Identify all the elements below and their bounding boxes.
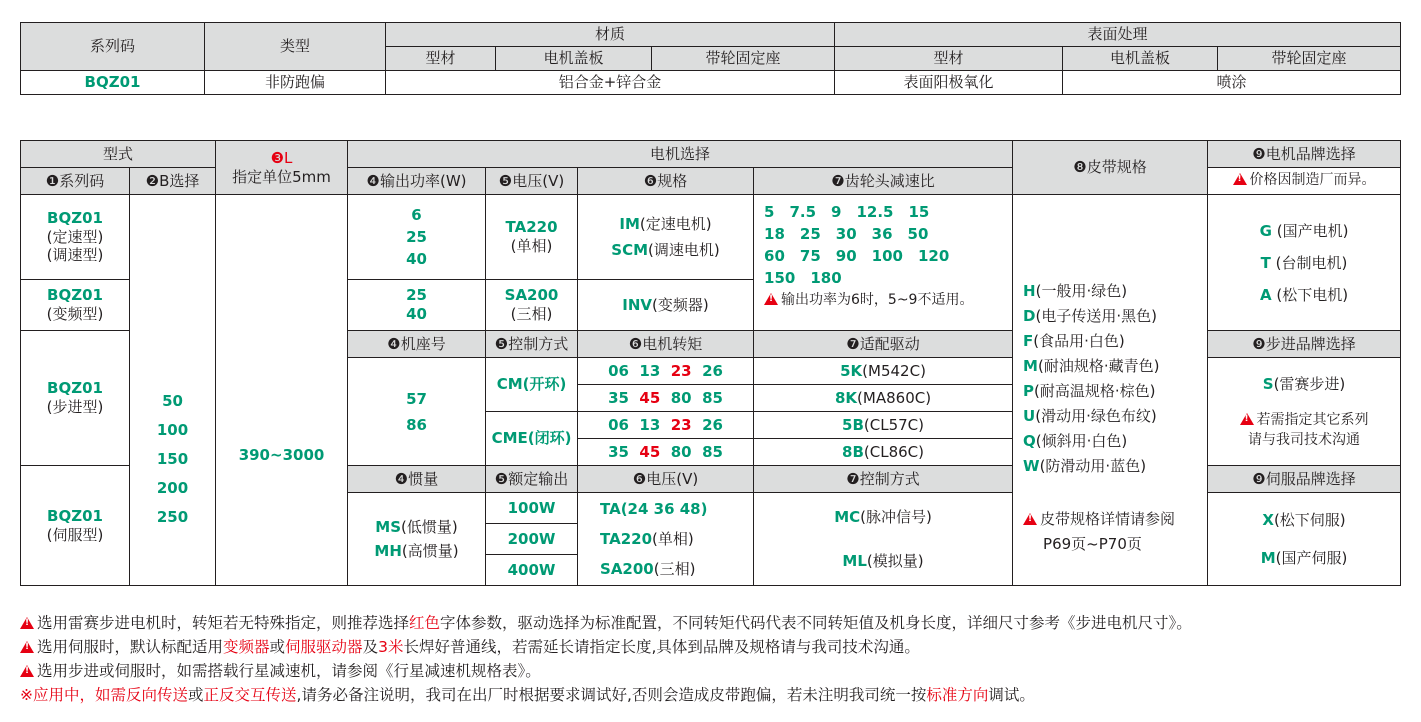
drive-5B-desc: (CL57C) (863, 415, 925, 434)
inv-series (21, 280, 130, 331)
torque-45: 45 (639, 388, 661, 407)
warning-icon (1023, 513, 1037, 525)
rated-100W: 100W (486, 493, 578, 524)
note-2 (20, 635, 1415, 659)
header-L-desc: 指定单位5mm (232, 167, 331, 186)
torque-row-b2 (578, 439, 754, 466)
note-2-a: 选用伺服时，默认标配适用 (37, 638, 224, 656)
ratio-row-4: 150 180 (764, 269, 842, 287)
torque-85: 85 (702, 388, 723, 407)
warning-icon (20, 665, 34, 677)
torque-23: 23 (670, 415, 692, 434)
belt-W: W (1023, 457, 1040, 475)
inv-voltage-code: SA200 (504, 286, 559, 305)
brand-S-desc: (雷赛步进) (1273, 374, 1346, 393)
ctrl-MC: MC (834, 508, 861, 526)
brand-G-desc: (国产电机) (1276, 221, 1349, 240)
voltage-TA220: TA220 (600, 530, 653, 548)
inertia-MH-desc: (高惯量) (401, 542, 459, 560)
rated-200W: 200W (486, 524, 578, 555)
drive-5K-desc: (M542C) (862, 361, 926, 380)
voltage-SA200-desc: (三相) (653, 560, 696, 578)
inertia-MH: MH (374, 542, 402, 560)
header-spec: ❻规格 (578, 168, 754, 195)
header-power: ❹输出功率(W) (348, 168, 486, 195)
belt-Q-desc: (倾斜用·白色) (1035, 432, 1128, 450)
header-seat: 带轮固定座 (652, 47, 835, 71)
header-seat-surface: 带轮固定座 (1218, 47, 1401, 71)
servo-kind: (伺服型) (46, 525, 104, 544)
inertia-MS-desc: (低惯量) (401, 518, 458, 536)
torque-13: 13 (639, 361, 661, 380)
torque-85: 85 (702, 442, 723, 461)
std-kind1: (定速型) (46, 227, 104, 246)
header-servo-brand: ❾伺服品牌选择 (1208, 466, 1401, 493)
header-inertia: ❹惯量 (348, 466, 486, 493)
header-rated: ❺额定输出 (486, 466, 578, 493)
ctrl-MC-desc: (脉冲信号) (860, 508, 932, 526)
voltage-SA200: SA200 (600, 560, 654, 578)
belt-M-desc: (耐油规格·藏青色) (1037, 357, 1160, 375)
B-100: 100 (156, 421, 189, 439)
note-2-servo-driver: 伺服驱动器 (285, 638, 363, 656)
header-profile-surface: 型材 (835, 47, 1063, 71)
note-2-c: 或 (269, 638, 286, 656)
spec-INV-desc: (变频器) (652, 295, 709, 314)
torque-23: 23 (670, 361, 692, 380)
inv-powers (348, 280, 486, 331)
header-belt: ❽皮带规格 (1013, 141, 1208, 195)
inertia (348, 493, 486, 586)
drive-5B (754, 412, 1013, 439)
material-table (20, 22, 1401, 95)
note-2-g: 长焊好普通线，若需延长请指定长度,具体到品牌及规格请与我司技术沟通。 (403, 638, 920, 656)
header-frame: ❹机座号 (348, 331, 486, 358)
drive-8K-desc: (MA860C) (857, 388, 932, 407)
ratio-row-2: 18 25 30 36 50 (764, 225, 929, 243)
note-3 (20, 659, 1415, 683)
warning-icon (20, 641, 34, 653)
belt-F-desc: (食品用·白色) (1033, 332, 1125, 350)
torque-26: 26 (702, 361, 723, 380)
brand-S: S (1262, 374, 1274, 393)
inv-voltage (486, 280, 578, 331)
torque-row-a2 (578, 412, 754, 439)
L-range (216, 195, 348, 586)
torque-80: 80 (670, 442, 692, 461)
std-spec (578, 195, 754, 280)
motor-brands (1208, 195, 1401, 331)
note-1-red: 红色 (409, 614, 441, 632)
header-ctrl: ❺控制方式 (486, 331, 578, 358)
belt-D-desc: (电子传送用·黑色) (1035, 307, 1157, 325)
servo-ctrl (754, 493, 1013, 586)
header-drive: ❼适配驱动 (754, 331, 1013, 358)
inertia-MS: MS (375, 518, 402, 536)
header-motor-select: 电机选择 (348, 141, 1013, 168)
stepper-series (21, 331, 130, 466)
std-voltage (486, 195, 578, 280)
drive-8K-code: 8K (834, 388, 858, 407)
note-4 (20, 683, 1415, 707)
B-250: 250 (156, 508, 189, 526)
material-value: 铝合金+锌合金 (386, 71, 835, 95)
drive-5K-code: 5K (840, 361, 863, 380)
power-40: 40 (406, 250, 427, 268)
belt-M: M (1023, 357, 1038, 375)
belt-H: H (1023, 282, 1036, 300)
spec-SCM: SCM (611, 241, 649, 259)
ratio-row-3: 60 75 90 100 120 (764, 247, 950, 265)
surface-profile-value: 表面阳极氧化 (835, 71, 1063, 95)
spec-SCM-desc: (调速电机) (648, 241, 720, 259)
belt-P: P (1023, 382, 1035, 400)
note-1-a: 选用雷赛步进电机时，转矩若无特殊指定，则推荐选择 (37, 614, 410, 632)
type-value: 非防跑偏 (205, 71, 386, 95)
belt-U-desc: (滑动用·绿色布纹) (1035, 407, 1157, 425)
note-4-a: ※应用中，如需 (20, 686, 126, 704)
ctrl-ML: ML (842, 552, 867, 570)
ctrl-open-label: CM(开环) (496, 375, 567, 394)
frame-57: 57 (406, 389, 427, 408)
note-4-standard: 标准方向 (926, 686, 989, 704)
brand-M: M (1260, 549, 1276, 567)
brand-T: T (1260, 253, 1271, 272)
belt-W-desc: (防滑动用·蓝色) (1039, 457, 1147, 475)
header-stepper-brand: ❾步进品牌选择 (1208, 331, 1401, 358)
inv-kind: (变频型) (46, 305, 104, 323)
stepper-kind: (步进型) (46, 398, 104, 416)
note-2-e: 及 (362, 638, 379, 656)
warning-icon (764, 293, 778, 305)
power-25: 25 (406, 228, 427, 246)
header-torque: ❻电机转矩 (578, 331, 754, 358)
drive-8K (754, 385, 1013, 412)
voltage-TA220-desc: (单相) (652, 530, 694, 548)
brand-note-text: 价格因制造厂而异。 (1249, 172, 1376, 189)
header-material: 材质 (386, 23, 835, 47)
torque-45: 45 (639, 442, 661, 461)
header-series-code: ❶系列码 (21, 168, 130, 195)
torque-06: 06 (608, 415, 629, 434)
header-servo-ctrl: ❼控制方式 (754, 466, 1013, 493)
header-B: ❷B选择 (130, 168, 216, 195)
header-cover-surface: 电机盖板 (1063, 47, 1218, 71)
series-code: BQZ01 (21, 71, 205, 95)
note-4-alternate: 正反交互传送 (203, 686, 297, 704)
belt-U: U (1023, 407, 1036, 425)
drive-8B-desc: (CL86C) (863, 442, 925, 461)
spec-INV: INV (622, 295, 653, 314)
B-values (130, 195, 216, 586)
note-4-reverse: 反向传送 (126, 686, 189, 704)
torque-35: 35 (608, 388, 629, 407)
std-code: BQZ01 (47, 208, 103, 227)
inv-spec (578, 280, 754, 331)
B-150: 150 (156, 450, 189, 468)
notes (20, 611, 1415, 707)
brand-X: X (1262, 511, 1274, 529)
std-kind2: (调速型) (46, 246, 104, 265)
std-powers (348, 195, 486, 280)
warning-icon (20, 617, 34, 629)
drive-8B (754, 439, 1013, 466)
torque-26: 26 (702, 415, 723, 434)
rated-400W: 400W (486, 555, 578, 586)
belt-H-desc: (一般用·绿色) (1035, 282, 1128, 300)
brand-note (1208, 168, 1401, 195)
L-range-value: 390~3000 (238, 446, 325, 464)
torque-row-a1 (578, 358, 754, 385)
header-servo-voltage: ❻电压(V) (578, 466, 754, 493)
header-L (216, 141, 348, 195)
brand-A: A (1259, 285, 1272, 304)
ratio-cell (754, 195, 1013, 331)
ctrl-ML-desc: (模拟量) (866, 552, 924, 570)
brand-X-desc: (松下伺服) (1273, 511, 1346, 529)
brand-M-desc: (国产伺服) (1275, 549, 1348, 567)
voltage-TA-low: TA(24 36 48) (600, 500, 708, 518)
warning-icon (1240, 413, 1254, 425)
inv-code: BQZ01 (47, 286, 103, 305)
header-surface: 表面处理 (835, 23, 1401, 47)
servo-series (21, 466, 130, 586)
belt-P-desc: (耐高温规格·棕色) (1034, 382, 1156, 400)
torque-80: 80 (670, 388, 692, 407)
note-2-3m: 3米 (378, 638, 404, 656)
stepper-note-2: 请与我司技术沟通 (1248, 431, 1361, 448)
note-3-text: 选用步进或伺服时，如需搭载行星减速机，请参阅《行星减速机规格表》。 (37, 662, 541, 680)
B-50: 50 (162, 392, 183, 410)
note-1 (20, 611, 1415, 635)
header-profile: 型材 (386, 47, 496, 71)
ratio-row-1: 5 7.5 9 12.5 15 (764, 203, 930, 221)
torque-row-b1 (578, 385, 754, 412)
note-1-c: 字体参数，驱动选择为标准配置，不同转矩代码代表不同转矩值及机身长度，详细尺寸参考《步进电机尺寸》。 (440, 614, 1192, 632)
header-ratio: ❼齿轮头减速比 (754, 168, 1013, 195)
servo-brands (1208, 493, 1401, 586)
power-6: 6 (411, 206, 422, 224)
brand-G: G (1259, 221, 1272, 240)
note-2-inverter: 变频器 (223, 638, 270, 656)
std-voltage-desc: (单相) (510, 237, 553, 255)
surface-other-value: 喷涂 (1063, 71, 1401, 95)
belt-cell (1013, 195, 1208, 586)
spec-IM-desc: (定速电机) (639, 215, 712, 233)
header-type: 类型 (205, 23, 386, 71)
inv-voltage-desc: (三相) (510, 305, 553, 323)
inv-power-40: 40 (406, 305, 427, 323)
spec-IM: IM (619, 215, 640, 233)
frames (348, 358, 486, 466)
servo-code: BQZ01 (47, 506, 103, 525)
note-4-e: ,请务必备注说明，我司在出厂时根据要求调试好,否则会造成皮带跑偏，若未注明我司统一按 (296, 686, 927, 704)
header-L-mark: ❸L (270, 148, 293, 167)
belt-F: F (1023, 332, 1034, 350)
servo-voltages (578, 493, 754, 586)
brand-A-desc: (松下电机) (1276, 285, 1349, 304)
header-brand: ❾电机品牌选择 (1208, 141, 1401, 168)
note-4-c: 或 (188, 686, 204, 704)
ctrl-open (486, 358, 578, 412)
drive-8B-code: 8B (842, 442, 864, 461)
torque-06: 06 (608, 361, 629, 380)
note-4-g: 调试。 (988, 686, 1035, 704)
warning-icon (1233, 173, 1247, 185)
drive-5K (754, 358, 1013, 385)
torque-13: 13 (639, 415, 661, 434)
selection-table (20, 140, 1401, 586)
B-200: 200 (156, 479, 189, 497)
header-series: 系列码 (21, 23, 205, 71)
frame-86: 86 (406, 415, 427, 434)
belt-note-1: 皮带规格详情请参阅 (1040, 510, 1176, 528)
stepper-brand (1208, 358, 1401, 466)
belt-note-2: P69页~P70页 (1043, 535, 1142, 553)
ctrl-closed-label: CME(闭环) (491, 429, 572, 448)
stepper-note-1: 若需指定其它系列 (1256, 411, 1369, 428)
stepper-code: BQZ01 (47, 379, 103, 398)
std-series (21, 195, 130, 280)
header-model: 型式 (21, 141, 216, 168)
belt-Q: Q (1023, 432, 1036, 450)
ctrl-closed (486, 412, 578, 466)
torque-35: 35 (608, 442, 629, 461)
brand-T-desc: (台制电机) (1275, 253, 1348, 272)
std-voltage-code: TA220 (505, 218, 558, 237)
header-voltage: ❺电压(V) (486, 168, 578, 195)
header-cover: 电机盖板 (496, 47, 652, 71)
drive-5B-code: 5B (842, 415, 864, 434)
ratio-note: 输出功率为6时，5~9不适用。 (781, 292, 974, 308)
belt-D: D (1023, 307, 1036, 325)
inv-power-25: 25 (406, 286, 427, 305)
